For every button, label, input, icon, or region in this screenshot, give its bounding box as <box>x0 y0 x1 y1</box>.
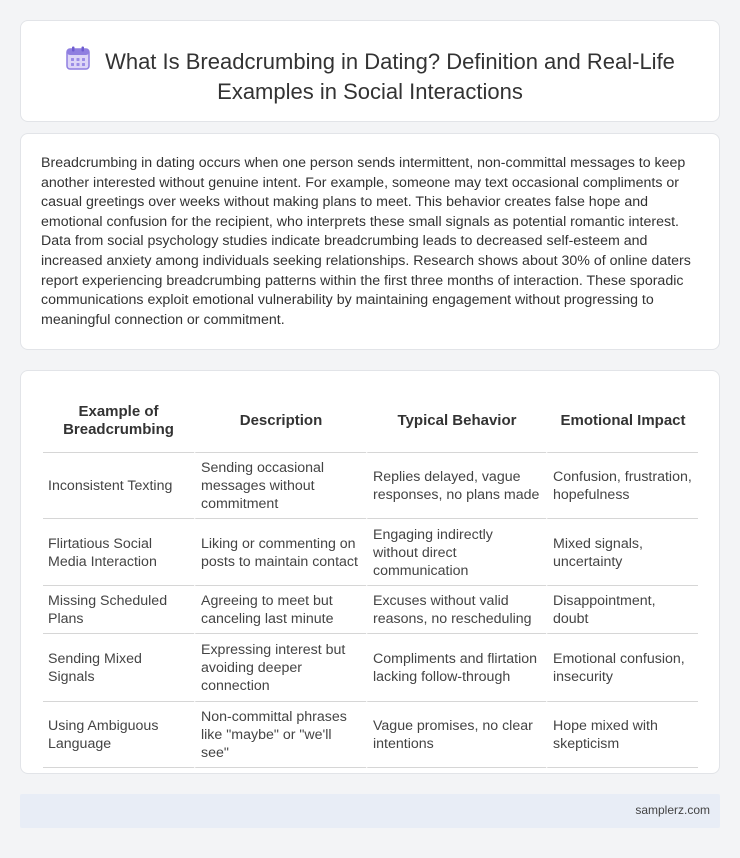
cell-behavior: Engaging indirectly without direct communication <box>366 519 546 586</box>
table-row <box>43 702 698 768</box>
cell-example: Missing Scheduled Plans <box>43 586 194 634</box>
cell-description: Sending occasional messages without commitment <box>194 453 366 519</box>
cell-example: Flirtatious Social Media Interaction <box>43 519 194 586</box>
page-title-text: What Is Breadcrumbing in Dating? Definition and Real-Life Examples in Social Interactions <box>105 49 675 104</box>
calendar-icon <box>65 45 91 71</box>
table-card <box>20 370 720 774</box>
cell-description: Non-committal phrases like "maybe" or "we'll see" <box>194 702 366 768</box>
cell-example: Inconsistent Texting <box>43 453 194 519</box>
cell-behavior: Compliments and flirtation lacking follow-through <box>366 634 546 702</box>
cell-impact: Hope mixed with skepticism <box>546 702 698 768</box>
cell-impact: Emotional confusion, insecurity <box>546 634 698 702</box>
cell-example: Sending Mixed Signals <box>43 634 194 702</box>
cell-description: Liking or commenting on posts to maintain contact <box>194 519 366 586</box>
footer-site-link[interactable]: samplerz.com <box>635 803 710 817</box>
table-row <box>43 586 698 634</box>
page-title <box>61 45 679 107</box>
header-typical-behavior: Typical Behavior <box>366 391 546 453</box>
header-description: Description <box>194 391 366 453</box>
header-emotional-impact: Emotional Impact <box>546 391 698 453</box>
cell-description: Expressing interest but avoiding deeper connection <box>194 634 366 702</box>
footer-bar <box>20 794 720 828</box>
table-row <box>43 519 698 586</box>
cell-impact: Disappointment, doubt <box>546 586 698 634</box>
header-card <box>20 20 720 122</box>
table-row <box>43 453 698 519</box>
cell-impact: Mixed signals, uncertainty <box>546 519 698 586</box>
cell-description: Agreeing to meet but canceling last minute <box>194 586 366 634</box>
cell-behavior: Replies delayed, vague responses, no plans made <box>366 453 546 519</box>
cell-example: Using Ambiguous Language <box>43 702 194 768</box>
cell-behavior: Vague promises, no clear intentions <box>366 702 546 768</box>
header-example: Example of Breadcrumbing <box>43 391 194 453</box>
intro-paragraph: Breadcrumbing in dating occurs when one person sends intermittent, non-committal messages to keep another interested without genuine intent. For example, someone may text occasional compliments or casual greetings over weeks without making plans to meet. This behavior creates false hope and emotional confusion for the recipient, who interprets these small signals as potential romantic interest. Data from social psychology studies indicate breadcrumbing leads to decreased self-esteem and increased anxiety among individuals seeking relationships. Research shows about 30% of online daters report experiencing breadcrumbing patterns within the first three months of interaction. These sporadic communications exploit emotional vulnerability by maintaining engagement without progressing to meaningful connection or commitment. <box>41 155 691 328</box>
cell-behavior: Excuses without valid reasons, no rescheduling <box>366 586 546 634</box>
table-row <box>43 634 698 702</box>
cell-impact: Confusion, frustration, hopefulness <box>546 453 698 519</box>
examples-table <box>43 391 698 768</box>
table-header-row <box>43 391 698 453</box>
intro-card <box>20 133 720 350</box>
